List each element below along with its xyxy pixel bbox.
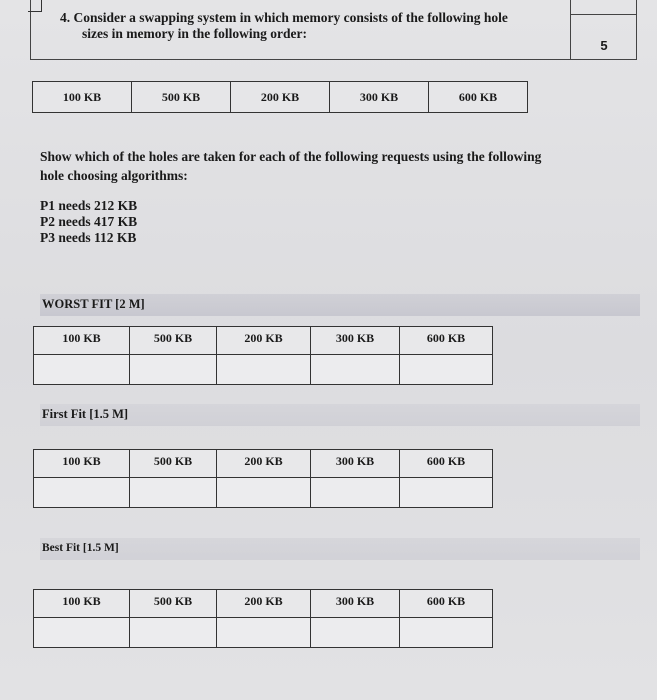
hole-label: 200 KB — [244, 594, 283, 608]
hole-cell — [311, 327, 400, 355]
table-header-row — [34, 590, 493, 618]
hole-cell: 300 KB — [330, 82, 429, 113]
hole-cell — [217, 590, 311, 618]
hole-label: 300 KB — [335, 594, 375, 608]
request-item: P1 needs 212 KB — [40, 198, 138, 213]
hole-cell — [311, 450, 400, 478]
hole-label: 200 KB — [244, 454, 283, 468]
hole-cell: 500 KB — [132, 82, 231, 113]
hole-cell — [217, 450, 311, 478]
request-item: P3 needs 112 KB — [40, 230, 137, 245]
marks-box — [570, 0, 637, 60]
instructions-line-1: Show which of the holes are taken for each of the following requests using the following — [40, 149, 542, 164]
hole-cell — [130, 327, 217, 355]
hole-cell — [400, 327, 493, 355]
hole-label: 600 KB — [426, 331, 466, 345]
hole-label: 300 KB — [335, 454, 375, 468]
section-stripe — [40, 404, 640, 426]
instructions — [40, 147, 600, 185]
holes-table — [32, 81, 528, 113]
answer-cell[interactable] — [311, 478, 400, 508]
answer-cell[interactable] — [34, 355, 130, 385]
best-fit-label: Best Fit [1.5 M] — [42, 542, 119, 554]
answer-cell[interactable] — [130, 618, 217, 648]
answer-cell[interactable] — [217, 478, 311, 508]
answer-cell[interactable] — [130, 478, 217, 508]
hole-cell — [34, 450, 130, 478]
answer-row — [34, 478, 493, 508]
corner-mark — [28, 0, 42, 12]
answer-cell[interactable] — [400, 355, 493, 385]
first-fit-label: First Fit [1.5 M] — [42, 407, 129, 421]
requests-list — [40, 198, 137, 246]
answer-cell[interactable] — [311, 355, 400, 385]
hole-label: 100 KB — [62, 594, 101, 608]
hole-label: 100 KB — [62, 454, 101, 468]
hole-cell — [400, 450, 493, 478]
hole-cell — [130, 590, 217, 618]
question-line-2: sizes in memory in the following order: — [82, 26, 307, 41]
answer-row — [34, 355, 493, 385]
hole-cell — [130, 450, 217, 478]
hole-cell: 100 KB — [33, 82, 132, 113]
answer-cell[interactable] — [400, 618, 493, 648]
request-item: P2 needs 417 KB — [40, 214, 138, 229]
worst-fit-table — [33, 326, 493, 385]
question-text — [60, 10, 560, 42]
first-fit-table — [33, 449, 493, 508]
worst-fit-label: WORST FIT [2 M] — [42, 297, 145, 311]
hole-label: 500 KB — [153, 331, 193, 345]
answer-cell[interactable] — [34, 478, 130, 508]
answer-cell[interactable] — [311, 618, 400, 648]
section-stripe — [40, 538, 640, 560]
question-line-1: 4. Consider a swapping system in which memory consists of the following hole — [60, 10, 508, 25]
hole-label: 300 KB — [335, 331, 375, 345]
hole-cell — [311, 590, 400, 618]
holes-row — [33, 82, 528, 113]
answer-cell[interactable] — [217, 618, 311, 648]
best-fit-table — [33, 589, 493, 648]
hole-label: 500 KB — [153, 454, 193, 468]
hole-cell — [217, 327, 311, 355]
answer-cell[interactable] — [400, 478, 493, 508]
answer-row — [34, 618, 493, 648]
table-header-row — [34, 450, 493, 478]
hole-label: 200 KB — [244, 331, 283, 345]
table-header-row — [34, 327, 493, 355]
hole-label: 500 KB — [153, 594, 193, 608]
hole-cell — [34, 590, 130, 618]
marks-value: 5 — [600, 38, 608, 53]
hole-cell: 200 KB — [231, 82, 330, 113]
hole-label: 600 KB — [426, 454, 466, 468]
answer-cell[interactable] — [217, 355, 311, 385]
hole-cell: 600 KB — [429, 82, 528, 113]
instructions-line-2: hole choosing algorithms: — [40, 168, 188, 183]
hole-cell — [34, 327, 130, 355]
answer-cell[interactable] — [34, 618, 130, 648]
hole-label: 100 KB — [62, 331, 101, 345]
hole-label: 600 KB — [426, 594, 466, 608]
hole-cell — [400, 590, 493, 618]
answer-cell[interactable] — [130, 355, 217, 385]
